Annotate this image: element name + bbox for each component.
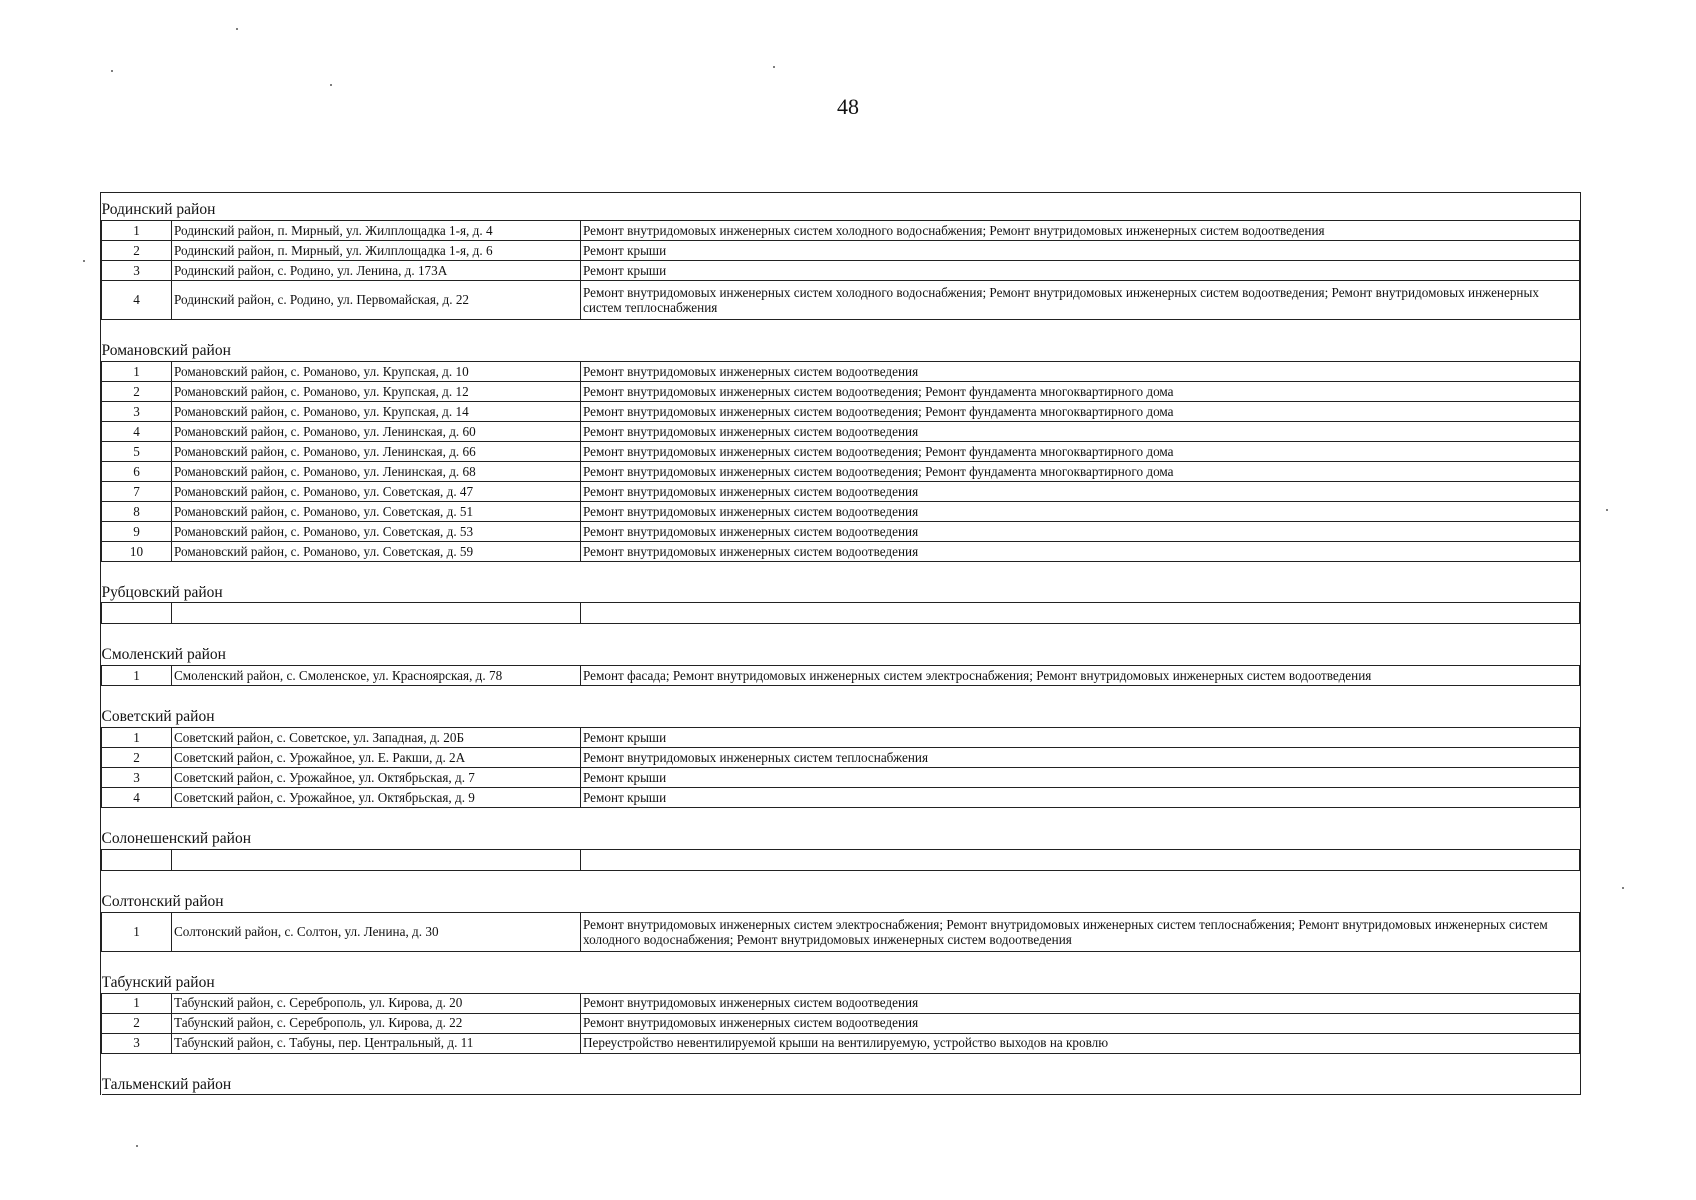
district-name: Табунский район — [102, 974, 1580, 993]
row-number: 5 — [102, 441, 172, 461]
district-name: Солонешенский район — [102, 830, 1580, 849]
row-number: 3 — [102, 1033, 172, 1053]
district-header-row — [102, 974, 1580, 993]
table-row — [102, 240, 1580, 260]
house-address: Родинский район, п. Мирный, ул. Жилплощадка 1-я, д. 4 — [172, 220, 581, 240]
house-address: Романовский район, с. Романово, ул. Крупская, д. 10 — [172, 361, 581, 381]
row-number: 4 — [102, 788, 172, 808]
repair-works: Ремонт внутридомовых инженерных систем водоотведения; Ремонт фундамента многоквартирного дома — [581, 401, 1580, 421]
house-address: Романовский район, с. Романово, ул. Советская, д. 51 — [172, 501, 581, 521]
repair-works: Ремонт внутридомовых инженерных систем водоотведения; Ремонт фундамента многоквартирного дома — [581, 441, 1580, 461]
table-row — [102, 441, 1580, 461]
row-number: 9 — [102, 521, 172, 541]
repair-works: Ремонт внутридомовых инженерных систем водоотведения — [581, 993, 1580, 1013]
district-header-row — [102, 893, 1580, 912]
district-name: Рубцовский район — [102, 584, 1580, 603]
repair-works: Ремонт внутридомовых инженерных систем холодного водоснабжения; Ремонт внутридомовых инженерных систем водоотведения; Ремонт внутридомовых инженерных систем теплоснабжения — [581, 280, 1580, 319]
row-number: 4 — [102, 421, 172, 441]
house-address: Смоленский район, с. Смоленское, ул. Красноярская, д. 78 — [172, 666, 581, 686]
house-address: Табунский район, с. Табуны, пер. Центральный, д. 11 — [172, 1033, 581, 1053]
house-address: Табунский район, с. Сереброполь, ул. Кирова, д. 20 — [172, 993, 581, 1013]
spacer-cell — [102, 870, 1580, 893]
row-number: 2 — [102, 1013, 172, 1033]
table-row — [102, 501, 1580, 521]
district-header-row — [102, 646, 1580, 665]
repair-works: Ремонт внутридомовых инженерных систем водоотведения — [581, 421, 1580, 441]
table-row — [102, 401, 1580, 421]
row-number: 1 — [102, 666, 172, 686]
row-number: 7 — [102, 481, 172, 501]
house-address: Советский район, с. Урожайное, ул. Е. Ракши, д. 2А — [172, 748, 581, 768]
house-address: Романовский район, с. Романово, ул. Крупская, д. 14 — [172, 401, 581, 421]
table-row — [102, 260, 1580, 280]
spacer-cell — [102, 193, 1580, 201]
repair-works: Ремонт внутридомовых инженерных систем водоотведения — [581, 501, 1580, 521]
scan-speck — [236, 28, 238, 30]
house-address: Романовский район, с. Романово, ул. Советская, д. 47 — [172, 481, 581, 501]
section-spacer — [102, 319, 1580, 342]
table-row — [102, 541, 1580, 561]
section-spacer — [102, 951, 1580, 974]
row-number: 3 — [102, 768, 172, 788]
house-address: Советский район, с. Урожайное, ул. Октябрьская, д. 9 — [172, 788, 581, 808]
spacer-cell — [102, 561, 1580, 584]
table-row — [102, 748, 1580, 768]
district-header-row — [102, 342, 1580, 361]
scan-speck — [773, 66, 775, 68]
house-address: Табунский район, с. Сереброполь, ул. Кирова, д. 22 — [172, 1013, 581, 1033]
scan-speck — [83, 260, 85, 262]
repair-works: Ремонт крыши — [581, 768, 1580, 788]
table-row — [102, 768, 1580, 788]
row-number: 1 — [102, 728, 172, 748]
house-address: Романовский район, с. Романово, ул. Ленинская, д. 66 — [172, 441, 581, 461]
section-spacer — [102, 561, 1580, 584]
district-header-row — [102, 830, 1580, 849]
table-body — [102, 193, 1580, 1095]
section-spacer — [102, 624, 1580, 647]
table-row — [102, 1033, 1580, 1053]
repair-works: Ремонт внутридомовых инженерных систем холодного водоснабжения; Ремонт внутридомовых инженерных систем водоотведения — [581, 220, 1580, 240]
repair-works: Ремонт внутридомовых инженерных систем водоотведения — [581, 541, 1580, 561]
district-header-row — [102, 1076, 1580, 1095]
repair-works: Ремонт крыши — [581, 260, 1580, 280]
section-spacer — [102, 808, 1580, 831]
spacer-cell — [102, 686, 1580, 709]
scan-speck — [136, 1145, 138, 1147]
house-address: Романовский район, с. Романово, ул. Советская, д. 53 — [172, 521, 581, 541]
district-header-row — [102, 201, 1580, 220]
table-row — [102, 603, 1580, 624]
repair-works: Ремонт внутридомовых инженерных систем водоотведения — [581, 481, 1580, 501]
scan-speck — [1606, 509, 1608, 511]
row-number: 3 — [102, 260, 172, 280]
scan-speck — [330, 84, 332, 86]
row-number: 6 — [102, 461, 172, 481]
section-spacer — [102, 193, 1580, 201]
repair-works: Ремонт внутридомовых инженерных систем водоотведения; Ремонт фундамента многоквартирного дома — [581, 461, 1580, 481]
repair-works: Ремонт внутридомовых инженерных систем электроснабжения; Ремонт внутридомовых инженерных систем теплоснабжения; Ремонт внутридомовых инженерных систем холодного водоснабжения; Ремонт внутридомовых инженерных систем водоотведения — [581, 912, 1580, 951]
house-address: Романовский район, с. Романово, ул. Ленинская, д. 68 — [172, 461, 581, 481]
row-number: 8 — [102, 501, 172, 521]
spacer-cell — [102, 1053, 1580, 1076]
house-address: Романовский район, с. Романово, ул. Советская, д. 59 — [172, 541, 581, 561]
table-row — [102, 481, 1580, 501]
district-name: Солтонский район — [102, 893, 1580, 912]
repair-schedule-table — [100, 192, 1581, 1095]
row-number: 1 — [102, 993, 172, 1013]
page-number: 48 — [837, 94, 859, 119]
house-address: Родинский район, с. Родино, ул. Первомайская, д. 22 — [172, 280, 581, 319]
district-name: Тальменский район — [102, 1076, 1580, 1095]
row-number: 4 — [102, 280, 172, 319]
house-address: Советский район, с. Урожайное, ул. Октябрьская, д. 7 — [172, 768, 581, 788]
house-address: Советский район, с. Советское, ул. Западная, д. 20Б — [172, 728, 581, 748]
table-row — [102, 421, 1580, 441]
district-name: Родинский район — [102, 201, 1580, 220]
district-name: Смоленский район — [102, 646, 1580, 665]
table-row — [102, 666, 1580, 686]
section-spacer — [102, 870, 1580, 893]
repair-works: Ремонт внутридомовых инженерных систем водоотведения — [581, 521, 1580, 541]
row-number — [102, 849, 172, 870]
table-row — [102, 280, 1580, 319]
table-row — [102, 361, 1580, 381]
section-spacer — [102, 1053, 1580, 1076]
section-spacer — [102, 686, 1580, 709]
house-address: Родинский район, с. Родино, ул. Ленина, д. 173А — [172, 260, 581, 280]
spacer-cell — [102, 624, 1580, 647]
district-name: Романовский район — [102, 342, 1580, 361]
spacer-cell — [102, 808, 1580, 831]
table-row — [102, 788, 1580, 808]
scan-speck — [111, 70, 113, 72]
house-address: Родинский район, п. Мирный, ул. Жилплощадка 1-я, д. 6 — [172, 240, 581, 260]
table-row — [102, 849, 1580, 870]
repair-works: Ремонт внутридомовых инженерных систем теплоснабжения — [581, 748, 1580, 768]
house-address — [172, 849, 581, 870]
district-name: Советский район — [102, 708, 1580, 727]
repair-works: Переустройство невентилируемой крыши на вентилируемую, устройство выходов на кровлю — [581, 1033, 1580, 1053]
row-number: 1 — [102, 361, 172, 381]
row-number: 1 — [102, 220, 172, 240]
spacer-cell — [102, 319, 1580, 342]
table-row — [102, 381, 1580, 401]
repair-works: Ремонт фасада; Ремонт внутридомовых инженерных систем электроснабжения; Ремонт внутридомовых инженерных систем водоотведения — [581, 666, 1580, 686]
repair-works: Ремонт внутридомовых инженерных систем водоотведения — [581, 1013, 1580, 1033]
repair-works: Ремонт внутридомовых инженерных систем водоотведения; Ремонт фундамента многоквартирного дома — [581, 381, 1580, 401]
row-number — [102, 603, 172, 624]
table-row — [102, 220, 1580, 240]
scan-speck — [1622, 887, 1624, 889]
row-number: 10 — [102, 541, 172, 561]
house-address: Романовский район, с. Романово, ул. Крупская, д. 12 — [172, 381, 581, 401]
row-number: 2 — [102, 748, 172, 768]
repair-works — [581, 603, 1580, 624]
district-header-row — [102, 584, 1580, 603]
row-number: 2 — [102, 240, 172, 260]
row-number: 1 — [102, 912, 172, 951]
repair-works — [581, 849, 1580, 870]
table-row — [102, 521, 1580, 541]
row-number: 2 — [102, 381, 172, 401]
house-address — [172, 603, 581, 624]
table-row — [102, 993, 1580, 1013]
repair-works: Ремонт крыши — [581, 240, 1580, 260]
house-address: Романовский район, с. Романово, ул. Ленинская, д. 60 — [172, 421, 581, 441]
spacer-cell — [102, 951, 1580, 974]
table-row — [102, 461, 1580, 481]
district-header-row — [102, 708, 1580, 727]
table-row — [102, 728, 1580, 748]
row-number: 3 — [102, 401, 172, 421]
table-row — [102, 912, 1580, 951]
repair-works: Ремонт внутридомовых инженерных систем водоотведения — [581, 361, 1580, 381]
house-address: Солтонский район, с. Солтон, ул. Ленина, д. 30 — [172, 912, 581, 951]
repair-works: Ремонт крыши — [581, 788, 1580, 808]
repair-works: Ремонт крыши — [581, 728, 1580, 748]
table-row — [102, 1013, 1580, 1033]
